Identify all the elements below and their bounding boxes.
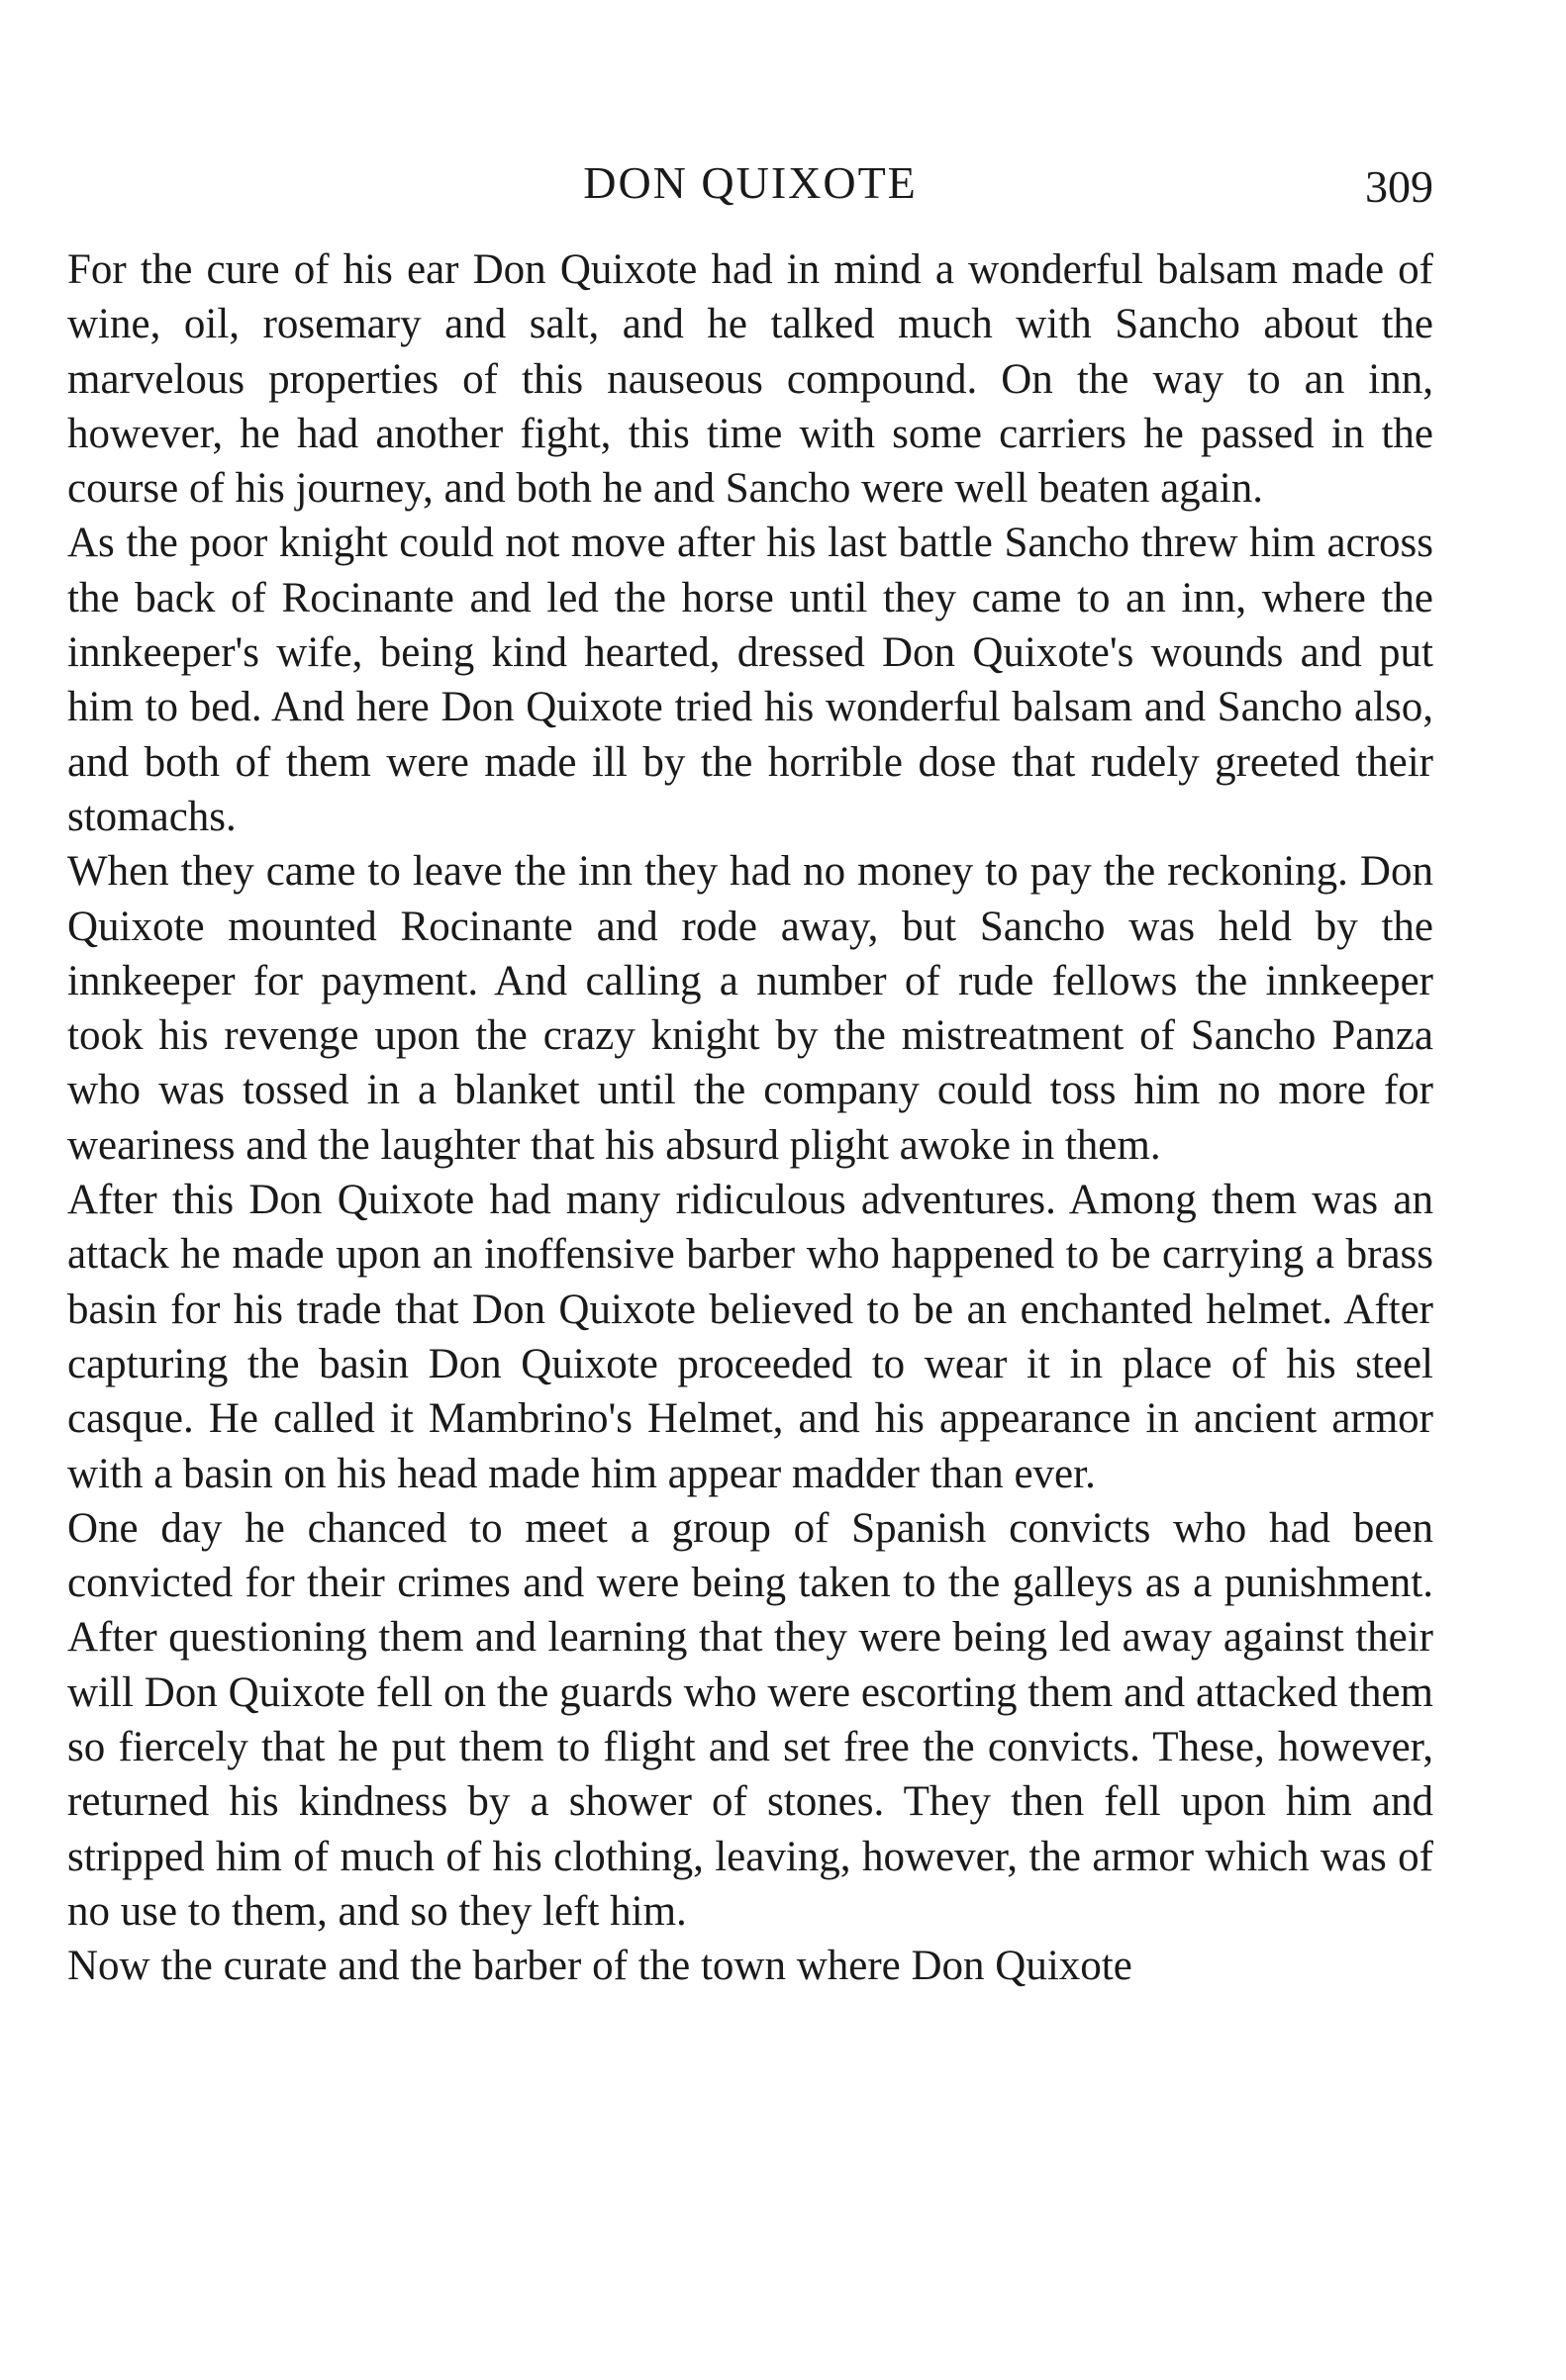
running-head — [67, 148, 1433, 218]
running-title: DON QUIXOTE — [583, 157, 918, 208]
paragraph-4: After this Don Quixote had many ridiculous adventures. Among them was an attack he made upon an inoffensive barber who happened to be carrying a brass basin for his trade that Don Quixote believed to be an enchanted helmet. After capturing the basin Don Quixote proceeded to wear it in place of his steel casque. He called it Mambrino's Helmet, and his appearance in ancient armor with a basin on his head made him appear madder than ever. — [67, 1177, 1433, 1497]
paragraph-5: One day he chanced to meet a group of Spanish convicts who had been convicted for their crimes and were being taken to the galleys as a punishment. After questioning them and learning that they were being led away against their will Don Quixote fell on the guards who were escorting them and attacked them so fiercely that he put them to flight and set free the convicts. These, however, returned his kindness by a shower of stones. They then fell upon him and stripped him of much of his clothing, leaving, however, the armor which was of no use to them, and so they left him. — [67, 1504, 1433, 1935]
paragraph-1: For the cure of his ear Don Quixote had in mind a wonderful balsam made of wine, oil, rosemary and salt, and he talked much with Sancho about the marvelous properties of this nauseous compound. On the way to an inn, however, he had another fight, this time with some carriers he passed in the course of his journey, and both he and Sancho were well beaten again. — [67, 246, 1433, 513]
page-number: 309 — [1365, 161, 1433, 212]
paragraph-3: When they came to leave the inn they had no money to pay the reckoning. Don Quixote mounted Rocinante and rode away, but Sancho was held by the innkeeper for payment. And calling a number of rude fellows the innkeeper took his revenge upon the crazy knight by the mistreatment of Sancho Panza who was tossed in a blanket until the company could toss him no more for weariness and the laughter that his absurd plight awoke in them. — [67, 848, 1433, 1169]
paragraph-2: As the poor knight could not move after his last battle Sancho threw him across the back of Rocinante and led the horse until they came to an inn, where the innkeeper's wife, being kind hearted, dressed Don Quixote's wounds and put him to bed. And here Don Quixote tried his wonderful balsam and Sancho also, and both of them were made ill by the horrible dose that rudely greeted their stomachs. — [67, 520, 1433, 840]
body-text — [67, 242, 1433, 1994]
paragraph-6: Now the curate and the barber of the town where Don Quixote — [67, 1943, 1132, 1990]
